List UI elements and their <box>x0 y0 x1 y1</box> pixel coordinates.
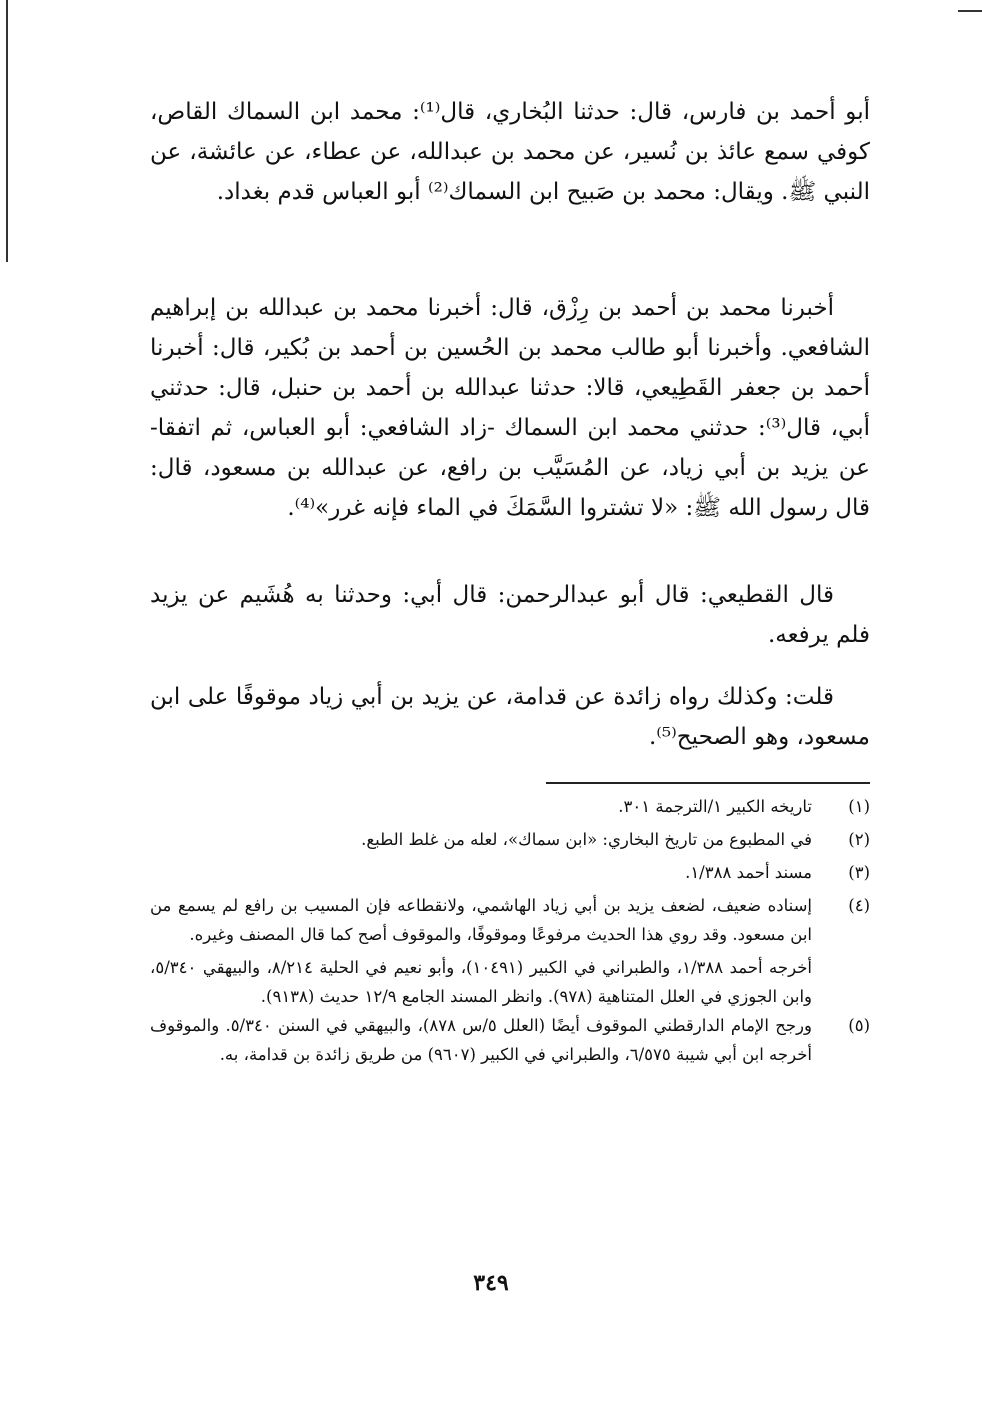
scan-edge-mark <box>958 10 982 12</box>
footnote-separator <box>546 782 870 784</box>
page-number: ٣٤٩ <box>473 1270 509 1296</box>
footnote-text: في المطبوع من تاريخ البخاري: «ابن سماك»، لعله من غلط الطبع. <box>361 830 812 849</box>
footnote-number: (٣) <box>848 863 870 882</box>
footnote-number: (٤) <box>848 896 870 915</box>
footnote-number: (٢) <box>848 830 870 849</box>
paragraph-text: أخبرنا محمد بن أحمد بن رِزْق، قال: أخبرنا محمد بن عبدالله بن إبراهيم الشافعي. وأخبرنا أبو طالب محمد بن الحُسين بن أحمد بن بُكير، قال: أخبرنا أحمد بن جعفر القَطِيعي، قالا: حدثنا عبدالله بن أحمد بن حنبل، قال: حدثني أبي، قال⁽³⁾: حدثني محمد ابن السماك -زاد الشافعي: أبو العباس، ثم اتفقا- عن يزيد بن أبي زياد، عن المُسَيَّب بن رافع، عن عبدالله بن مسعود، قال: قال رسول الله ﷺ: «لا تشتروا السَّمَكَ في الماء فإنه غرر»⁽⁴⁾. <box>150 295 870 521</box>
footnote-number: (١) <box>848 797 870 816</box>
scan-edge-mark <box>6 0 8 262</box>
paragraph-text: أبو أحمد بن فارس، قال: حدثنا البُخاري، قال⁽¹⁾: محمد ابن السماك القاص، كوفي سمع عائذ بن نُسير، عن محمد بن عبدالله، عن عطاء، عن عائشة، عن النبي ﷺ. ويقال: محمد بن صَبيح ابن السماك⁽²⁾ أبو العباس قدم بغداد. <box>150 99 870 205</box>
footnote-text: إسناده ضعيف، لضعف يزيد بن أبي زياد الهاشمي، ولانقطاعه فإن المسيب بن رافع لم يسمع من ابن مسعود. وقد روي هذا الحديث مرفوعًا وموقوفًا، والموقوف أصح كما قال المصنف وغيره. <box>150 896 812 944</box>
footnote <box>150 858 870 887</box>
paragraph-text: قلت: وكذلك رواه زائدة عن قدامة، عن يزيد بن أبي زياد موقوفًا على ابن مسعود، وهو الصحيح⁽⁵⁾. <box>150 684 870 750</box>
footnote-text: تاريخه الكبير ١/الترجمة ٣٠١. <box>618 797 812 816</box>
footnote-text: مسند أحمد ١/٣٨٨. <box>685 863 812 882</box>
body-paragraph <box>150 575 870 655</box>
footnote <box>150 825 870 854</box>
footnote-continuation: أخرجه أحمد ١/٣٨٨، والطبراني في الكبير (١٠٤٩١)، وأبو نعيم في الحلية ٨/٢١٤، والبيهقي ٥/٣٤٠، وابن الجوزي في العلل المتناهية (٩٧٨). وانظر المسند الجامع ١٢/٩ حديث (٩١٣٨). <box>150 958 812 1006</box>
paragraph-text: قال القطيعي: قال أبو عبدالرحمن: قال أبي: وحدثنا به هُشَيم عن يزيد فلم يرفعه. <box>150 582 870 648</box>
footnote <box>150 1011 870 1069</box>
body-paragraph <box>150 92 870 212</box>
footnotes <box>150 792 870 1073</box>
body-paragraph <box>150 677 870 757</box>
footnote <box>150 792 870 821</box>
footnote-number: (٥) <box>848 1016 870 1035</box>
footnote-text: ورجح الإمام الدارقطني الموقوف أيضًا (العلل ٥/س ٨٧٨)، والبيهقي في السنن ٥/٣٤٠. والموقوف أخرجه ابن أبي شيبة ٦/٥٧٥، والطبراني في الكبير (٩٦٠٧) من طريق زائدة بن قدامة، به. <box>150 1016 812 1064</box>
footnote <box>150 891 870 949</box>
body-paragraph <box>150 288 870 528</box>
